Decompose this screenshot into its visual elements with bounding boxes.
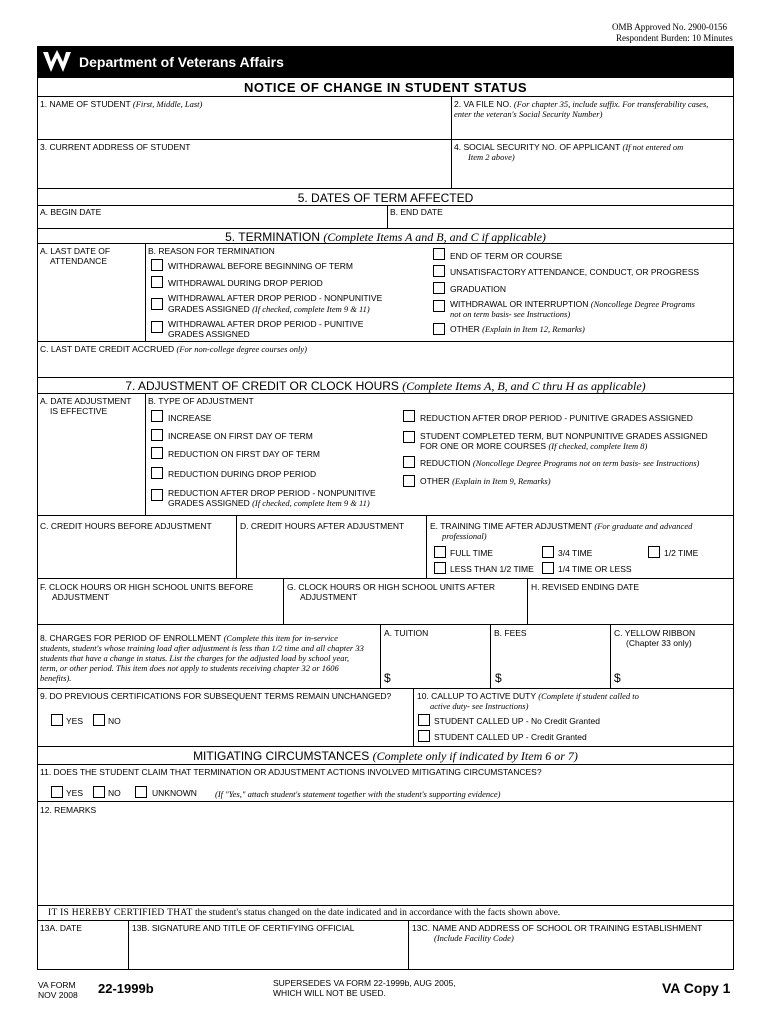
student-name-field[interactable] bbox=[40, 112, 448, 138]
charges-note-3: term, or other period. This item does not apply to students receiving chapter 32 or 1606 bbox=[40, 663, 339, 673]
o6-label: REDUCTION AFTER DROP PERIOD - PUNITIVE GRADES ASSIGNED bbox=[420, 413, 693, 423]
item9-yes-checkbox[interactable] bbox=[51, 714, 63, 726]
credit-after-label: D. CREDIT HOURS AFTER ADJUSTMENT bbox=[240, 521, 405, 531]
header-bar bbox=[37, 46, 734, 78]
three-quarter-checkbox[interactable] bbox=[542, 546, 554, 558]
termination-title: 5. TERMINATION (Complete Items A and B, and C if applicable) bbox=[225, 230, 546, 244]
begin-date-label: A. BEGIN DATE bbox=[40, 207, 102, 217]
date-adj-label-2: IS EFFECTIVE bbox=[50, 406, 108, 416]
item2-label: 2. VA FILE NO. (For chapter 35, include suffix. For transferability cases, bbox=[454, 99, 709, 109]
va-logo-icon bbox=[41, 48, 73, 76]
less-than-half-checkbox[interactable] bbox=[434, 562, 446, 574]
r2-label: WITHDRAWAL DURING DROP PERIOD bbox=[168, 278, 323, 288]
o7-label-2: FOR ONE OR MORE COURSES (If checked, complete Item 8) bbox=[420, 441, 648, 451]
o9-checkbox[interactable] bbox=[403, 475, 415, 487]
r4-label: WITHDRAWAL AFTER DROP PERIOD - PUNITIVE bbox=[168, 319, 364, 329]
item3-label: 3. CURRENT ADDRESS OF STUDENT bbox=[40, 142, 191, 152]
o5-checkbox[interactable] bbox=[151, 489, 163, 501]
r8-note: not on term basis- see Instructions) bbox=[450, 309, 571, 319]
type-adj-label: B. TYPE OF ADJUSTMENT bbox=[148, 396, 254, 406]
footer-supersedes-1: SUPERSEDES VA FORM 22-1999b, AUG 2005, bbox=[273, 978, 456, 988]
respondent-burden: Respondent Burden: 10 Minutes bbox=[616, 33, 733, 43]
r6-label: UNSATISFACTORY ATTENDANCE, CONDUCT, OR PROGRESS bbox=[450, 267, 700, 277]
quarter-time-checkbox[interactable] bbox=[542, 562, 554, 574]
date-13a-label: 13A. DATE bbox=[40, 923, 82, 933]
training-time-label: E. TRAINING TIME AFTER ADJUSTMENT (For graduate and advanced bbox=[430, 521, 693, 531]
reason-label: B. REASON FOR TERMINATION bbox=[148, 246, 275, 256]
item2-note: enter the veteran's Social Security Number) bbox=[454, 109, 603, 119]
va-file-no-field[interactable] bbox=[454, 122, 730, 138]
r4-checkbox[interactable] bbox=[151, 321, 163, 333]
called-up-credit-checkbox[interactable] bbox=[418, 730, 430, 742]
r9-label: OTHER (Explain in Item 12, Remarks) bbox=[450, 324, 585, 334]
item11-yes-checkbox[interactable] bbox=[51, 786, 63, 798]
called-up-no-credit-checkbox[interactable] bbox=[418, 714, 430, 726]
o1-checkbox[interactable] bbox=[151, 410, 163, 422]
item9-label: 9. DO PREVIOUS CERTIFICATIONS FOR SUBSEQUENT TERMS REMAIN UNCHANGED? bbox=[40, 691, 392, 701]
date-13a-field[interactable] bbox=[40, 936, 125, 966]
quarter-time-label: 1/4 TIME OR LESS bbox=[558, 564, 632, 574]
charges-label: 8. CHARGES FOR PERIOD OF ENROLLMENT (Complete this item for in-service bbox=[40, 633, 338, 643]
remarks-label: 12. REMARKS bbox=[40, 805, 97, 815]
less-than-half-label: LESS THAN 1/2 TIME bbox=[450, 564, 534, 574]
item10-note: active duty- see Instructions) bbox=[430, 701, 529, 711]
clock-before-label-2: ADJUSTMENT bbox=[52, 592, 110, 602]
o4-checkbox[interactable] bbox=[151, 467, 163, 479]
item11-no-checkbox[interactable] bbox=[93, 786, 105, 798]
date-adj-label: A. DATE ADJUSTMENT bbox=[40, 396, 132, 406]
item11-unknown-label: UNKNOWN bbox=[152, 788, 197, 798]
o4-label: REDUCTION DURING DROP PERIOD bbox=[168, 469, 317, 479]
item9-yes-label: YES bbox=[66, 716, 84, 726]
clock-after-label-2: ADJUSTMENT bbox=[300, 592, 358, 602]
item10-label: 10. CALLUP TO ACTIVE DUTY (Complete if student called to bbox=[417, 691, 639, 701]
certification-text: IT IS HEREBY CERTIFIED THAT the student's status changed on the date indicated and in accordance with the facts shown above. bbox=[48, 908, 561, 918]
r1-checkbox[interactable] bbox=[151, 259, 163, 271]
adjustment-title: 7. ADJUSTMENT OF CREDIT OR CLOCK HOURS (Complete Items A, B, and C thru H as applicable) bbox=[125, 379, 646, 393]
o1-label: INCREASE bbox=[168, 413, 212, 423]
three-quarter-label: 3/4 TIME bbox=[558, 548, 593, 558]
item9-no-label: NO bbox=[108, 716, 121, 726]
full-time-checkbox[interactable] bbox=[434, 546, 446, 558]
tuition-label: A. TUITION bbox=[384, 628, 429, 638]
r3-checkbox[interactable] bbox=[151, 298, 163, 310]
o8-label: REDUCTION (Noncollege Degree Programs not on term basis- see Instructions) bbox=[420, 458, 700, 468]
o9-label: OTHER (Explain in Item 9, Remarks) bbox=[420, 476, 551, 486]
last-date-label-2: ATTENDANCE bbox=[50, 256, 107, 266]
o6-checkbox[interactable] bbox=[403, 410, 415, 422]
agency-name: Department of Veterans Affairs bbox=[79, 54, 284, 70]
o5-label: REDUCTION AFTER DROP PERIOD - NONPUNITIVE bbox=[168, 488, 376, 498]
last-credit-label: C. LAST DATE CREDIT ACCRUED (For non-college degree courses only) bbox=[40, 344, 307, 354]
r9-checkbox[interactable] bbox=[433, 323, 445, 335]
r8-label: WITHDRAWAL OR INTERRUPTION (Noncollege Degree Programs bbox=[450, 299, 695, 309]
student-address-field[interactable] bbox=[40, 155, 448, 185]
item9-no-checkbox[interactable] bbox=[93, 714, 105, 726]
clock-before-label: F. CLOCK HOURS OR HIGH SCHOOL UNITS BEFORE bbox=[40, 582, 254, 592]
half-time-checkbox[interactable] bbox=[648, 546, 660, 558]
item5-title: 5. DATES OF TERM AFFECTED bbox=[297, 191, 474, 205]
training-time-note: professional) bbox=[442, 531, 487, 541]
credit-before-label: C. CREDIT HOURS BEFORE ADJUSTMENT bbox=[40, 521, 212, 531]
revised-end-label: H. REVISED ENDING DATE bbox=[531, 582, 639, 592]
r1-label: WITHDRAWAL BEFORE BEGINNING OF TERM bbox=[168, 261, 353, 271]
r6-checkbox[interactable] bbox=[433, 265, 445, 277]
item4-label: 4. SOCIAL SECURITY NO. OF APPLICANT (If not entered om bbox=[454, 142, 684, 152]
footer-copy-label: VA Copy 1 bbox=[662, 980, 731, 996]
item11-note: (If "Yes," attach student's statement together with the student's supporting evidence) bbox=[215, 789, 501, 799]
item11-label: 11. DOES THE STUDENT CLAIM THAT TERMINATION OR ADJUSTMENT ACTIONS INVOLVED MITIGATING CIRCUMSTANCES? bbox=[40, 767, 542, 777]
footer-form-label: VA FORM bbox=[38, 980, 76, 990]
school-13c-field[interactable] bbox=[412, 945, 730, 967]
item11-unknown-checkbox[interactable] bbox=[135, 786, 147, 798]
yellow-ribbon-dollar: $ bbox=[614, 671, 621, 685]
omb-number: OMB Approved No. 2900-0156 bbox=[612, 22, 727, 32]
last-date-label: A. LAST DATE OF bbox=[40, 246, 111, 256]
clock-after-label: G. CLOCK HOURS OR HIGH SCHOOL UNITS AFTER bbox=[287, 582, 495, 592]
end-date-label: B. END DATE bbox=[390, 207, 443, 217]
signature-13b-label: 13B. SIGNATURE AND TITLE OF CERTIFYING OFFICIAL bbox=[132, 923, 355, 933]
item1-label: 1. NAME OF STUDENT (First, Middle, Last) bbox=[40, 99, 203, 109]
o3-label: REDUCTION ON FIRST DAY OF TERM bbox=[168, 449, 320, 459]
r7-label: GRADUATION bbox=[450, 284, 507, 294]
o3-checkbox[interactable] bbox=[151, 447, 163, 459]
item11-yes-label: YES bbox=[66, 788, 84, 798]
tuition-dollar: $ bbox=[384, 671, 391, 685]
charges-note-2: students that have a change in status. List the charges for the adjusted load by school year, bbox=[40, 653, 349, 663]
o2-checkbox[interactable] bbox=[151, 429, 163, 441]
half-time-label: 1/2 TIME bbox=[664, 548, 699, 558]
item11-no-label: NO bbox=[108, 788, 121, 798]
r7-checkbox[interactable] bbox=[433, 282, 445, 294]
o7-checkbox[interactable] bbox=[403, 431, 415, 443]
signature-13b-field[interactable] bbox=[132, 936, 404, 966]
r2-checkbox[interactable] bbox=[151, 276, 163, 288]
footer-form-number: 22-1999b bbox=[98, 981, 154, 996]
r8-checkbox[interactable] bbox=[433, 300, 445, 312]
school-13c-note: (Include Facility Code) bbox=[434, 933, 514, 943]
r3-label: WITHDRAWAL AFTER DROP PERIOD - NONPUNITIVE bbox=[168, 293, 383, 303]
form-title: NOTICE OF CHANGE IN STUDENT STATUS bbox=[243, 80, 528, 95]
called-up-no-credit-label: STUDENT CALLED UP - No Credit Granted bbox=[434, 716, 600, 726]
fees-dollar: $ bbox=[495, 671, 502, 685]
yellow-ribbon-label-2: (Chapter 33 only) bbox=[626, 638, 692, 648]
o2-label: INCREASE ON FIRST DAY OF TERM bbox=[168, 431, 313, 441]
r5-label: END OF TERM OR COURSE bbox=[450, 251, 563, 261]
o5-label-2: GRADES ASSIGNED (If checked, complete Item 9 & 11) bbox=[168, 498, 370, 508]
charges-note-1: students, student's whose training load after adjustment is less than 1/2 time and all chapter 33 bbox=[40, 643, 364, 653]
item4-note: Item 2 above) bbox=[468, 152, 515, 162]
footer-date: NOV 2008 bbox=[38, 990, 78, 1000]
o7-label: STUDENT COMPLETED TERM, BUT NONPUNITIVE GRADES ASSIGNED bbox=[420, 431, 708, 441]
yellow-ribbon-label: C. YELLOW RIBBON bbox=[614, 628, 696, 638]
remarks-field[interactable] bbox=[40, 818, 730, 902]
full-time-label: FULL TIME bbox=[450, 548, 493, 558]
charges-note-4: benefits). bbox=[40, 673, 72, 683]
school-13c-label: 13C. NAME AND ADDRESS OF SCHOOL OR TRAINING ESTABLISHMENT bbox=[412, 923, 703, 933]
r4-label-2: GRADES ASSIGNED bbox=[168, 329, 250, 339]
ssn-field[interactable] bbox=[454, 165, 730, 185]
footer-supersedes-2: WHICH WILL NOT BE USED. bbox=[273, 988, 386, 998]
called-up-credit-label: STUDENT CALLED UP - Credit Granted bbox=[434, 732, 587, 742]
r3-label-2: GRADES ASSIGNED (If checked, complete Item 9 & 11) bbox=[168, 304, 370, 314]
fees-label: B. FEES bbox=[494, 628, 527, 638]
o8-checkbox[interactable] bbox=[403, 456, 415, 468]
mitigating-title: MITIGATING CIRCUMSTANCES (Complete only if indicated by Item 6 or 7) bbox=[193, 749, 578, 763]
r5-checkbox[interactable] bbox=[433, 248, 445, 260]
